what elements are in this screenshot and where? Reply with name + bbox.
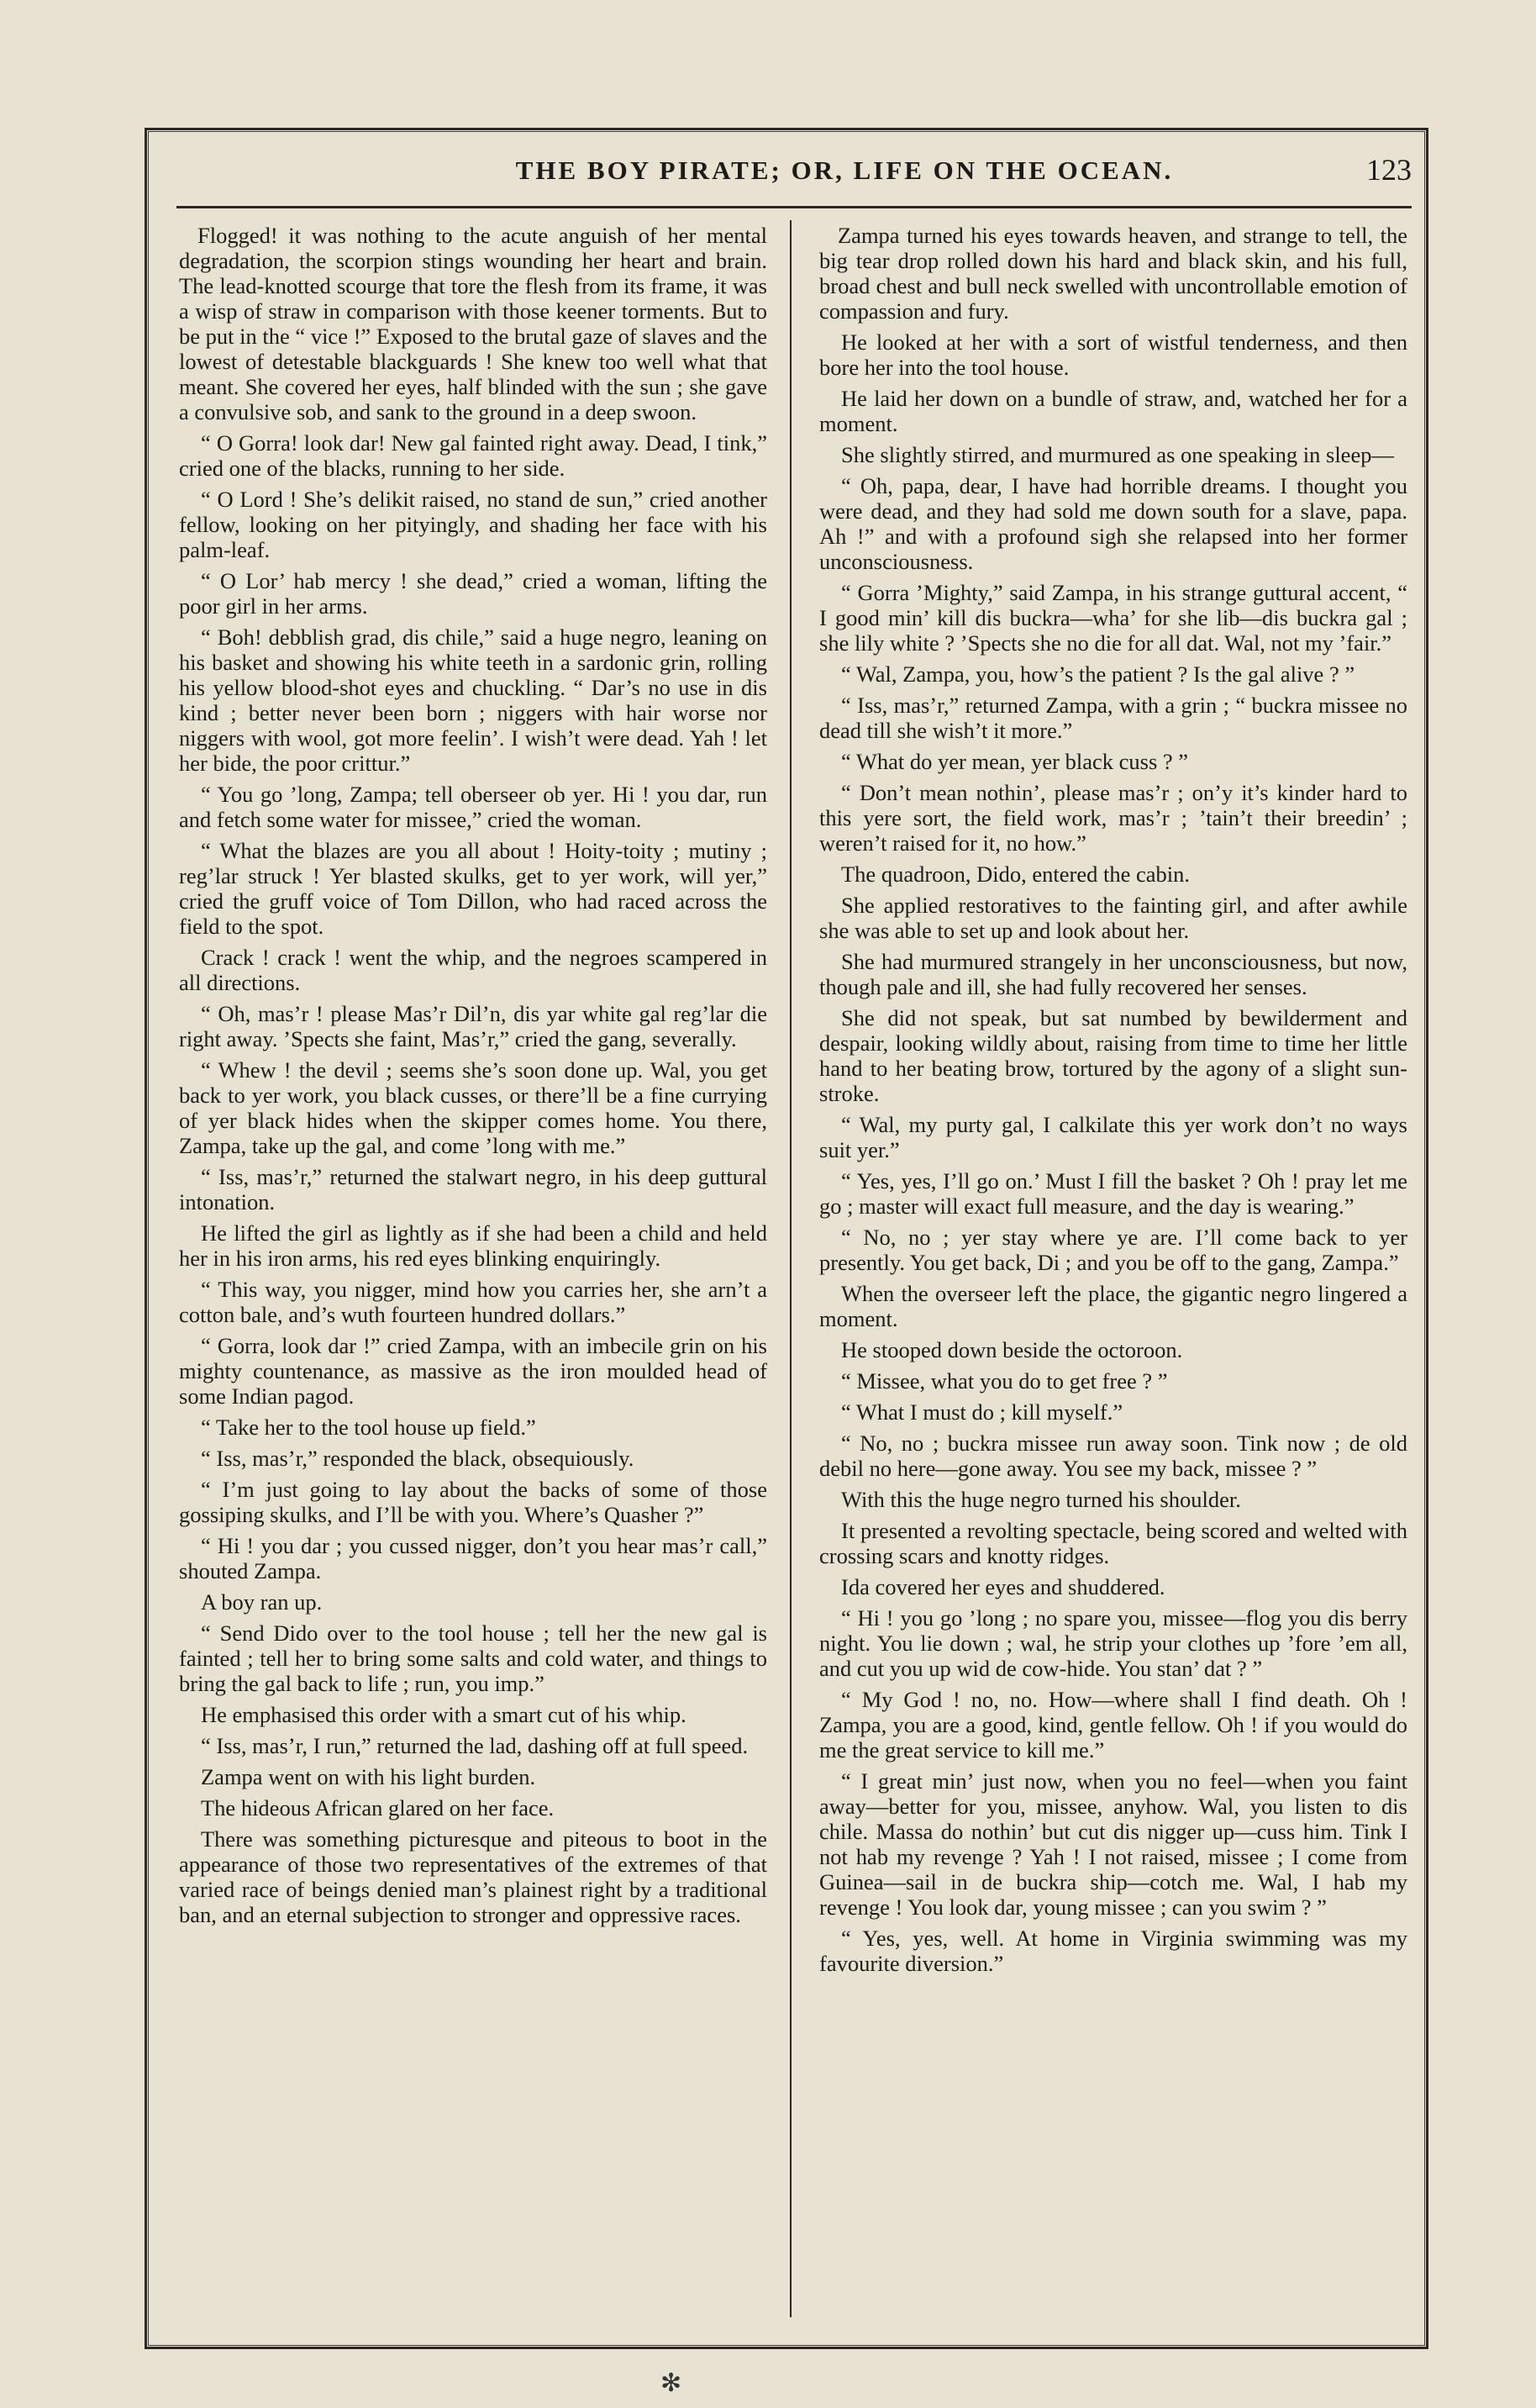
paragraph: “ Iss, mas’r, I run,” returned the lad, dashing off at full speed. [201,1733,749,1758]
paragraph: “ Send Dido over to the tool house ; tell her the new gal is fainted ; tell her to bring some salts and cold water, and things to bring the gal back to life ; run, you imp.” [179,1620,767,1696]
paragraph: “ Gorra, look dar !” cried Zampa, with an imbecile grin on his mighty countenance, as massive as the iron moulded head of some Indian pagod. [179,1333,767,1409]
paragraph: “ Wal, my purty gal, I calkilate this yer work don’t no ways suit yer.” [819,1112,1407,1162]
paragraph: “ Oh, mas’r ! please Mas’r Dil’n, dis yar white gal reg’lar die right away. ’Spects she faint, Mas’r,” cried the gang, severally. [179,1001,767,1051]
paragraph: “ Oh, papa, dear, I have had horrible dreams. I thought you were dead, and they had sold me down south for a slave, papa. Ah !” and with a profound sigh she relapsed into her former unconsciousness. [819,473,1407,574]
paragraph: The hideous African glared on her face. [201,1795,555,1820]
paragraph: “ No, no ; buckra missee run away soon. Tink now ; de old debil no here—gone away. You see my back, missee ? ” [819,1431,1407,1481]
column-divider [790,220,792,2317]
paragraph: “ What do yer mean, yer black cuss ? ” [841,749,1189,774]
page-number: 123 [1366,153,1412,187]
paragraph: Zampa went on with his light burden. [201,1764,536,1789]
paragraph: He emphasised this order with a smart cut of his whip. [201,1702,686,1727]
paragraph: “ O Lor’ hab mercy ! she dead,” cried a woman, lifting the poor girl in her arms. [179,568,767,619]
page-header [168,155,1412,206]
paragraph: Flogged! it was nothing to the acute anguish of her mental degradation, the scorpion stings wounding her heart and brain. The lead-knotted scourge that tore the flesh from its frame, it was a wisp of straw in comparison with those keener torments. But to be put in the “ vice !” Exposed to the brutal gaze of slaves and the lowest of detestable blackguards ! She knew too well what that meant. She covered her eyes, half blinded with the sun ; she gave a convulsive sob, and sank to the ground in a deep swoon. [179,223,767,424]
paragraph: “ Wal, Zampa, you, how’s the patient ? Is the gal alive ? ” [841,661,1355,687]
paragraph: “ You go ’long, Zampa; tell oberseer ob yer. Hi ! you dar, run and fetch some water for missee,” cried the woman. [179,782,767,832]
paragraph: The quadroon, Dido, entered the cabin. [841,862,1191,887]
paragraph: “ Yes, yes, I’ll go on.’ Must I fill the basket ? Oh ! pray let me go ; master will exact full measure, and the day is wearing.” [819,1168,1407,1219]
paragraph: “ Take her to the tool house up field.” [201,1415,536,1440]
paragraph: “ Yes, yes, well. At home in Virginia swimming was my favourite diversion.” [819,1926,1407,1976]
paragraph: Zampa turned his eyes towards heaven, and strange to tell, the big tear drop rolled down his hard and black skin, and his full, broad chest and bull neck swelled with uncontrollable emotion of compassion and fury. [819,223,1407,324]
header-rule [176,206,1412,208]
paragraph: “ Iss, mas’r,” responded the black, obsequiously. [201,1446,634,1471]
paragraph: He lifted the girl as lightly as if she had been a child and held her in his iron arms, his red eyes blinking enquiringly. [179,1220,767,1271]
paragraph: He looked at her with a sort of wistful tenderness, and then bore her into the tool house. [819,329,1407,380]
paragraph: She did not speak, but sat numbed by bewilderment and despair, looking wildly about, raising from time to time her little hand to her beating brow, tortured by the agony of a slight sun-stroke. [819,1005,1407,1106]
right-column [819,223,1407,1982]
paragraph: “ Hi ! you go ’long ; no spare you, missee—flog you dis berry night. You lie down ; wal, he strip your clothes up ’fore ’em all, and cut you up wid de cow-hide. You stan’ dat ? ” [819,1605,1407,1681]
paragraph: Ida covered her eyes and shuddered. [841,1574,1165,1599]
paragraph: “ Missee, what you do to get free ? ” [841,1368,1168,1394]
paragraph: “ Boh! debblish grad, dis chile,” said a huge negro, leaning on his basket and showing his white teeth in a sardonic grin, rolling his yellow blood-shot eyes and chuckling. “ Dar’s no use in dis kind ; better never been born ; niggers with hair worse nor niggers with wool, got more feelin’. I wish’t were dead. Yah ! let her bide, the poor crittur.” [179,624,767,776]
paragraph: “ What the blazes are you all about ! Hoity-toity ; mutiny ; reg’lar struck ! Yer blasted skulks, get to yer work, will yer,” cried the gruff voice of Tom Dillon, who had raced across the field to the spot. [179,838,767,939]
paragraph: “ O Lord ! She’s delikit raised, no stand de sun,” cried another fellow, looking on her pityingly, and shading her face with his palm-leaf. [179,487,767,562]
paragraph: “ Gorra ’Mighty,” said Zampa, in his strange guttural accent, “ I good min’ kill dis buckra—wha’ for she lib—dis buckra gal ; she lily white ? ’Spects she no die for all dat. Wal, not my ’fair.” [819,580,1407,656]
paragraph: “ No, no ; yer stay where ye are. I’ll come back to yer presently. You get back, Di ; and you be off to the gang, Zampa.” [819,1225,1407,1275]
paragraph: “ Hi ! you dar ; you cussed nigger, don’t you hear mas’r call,” shouted Zampa. [179,1533,767,1583]
paragraph: It presented a revolting spectacle, being scored and welted with crossing scars and knotty ridges. [819,1518,1407,1568]
paragraph: “ This way, you nigger, mind how you carries her, she arn’t a cotton bale, and’s wuth fourteen hundred dollars.” [179,1277,767,1327]
paragraph: “ Whew ! the devil ; seems she’s soon done up. Wal, you get back to yer work, you black cusses, or there’ll be a fine currying of yer black hides when the skipper comes home. You there, Zampa, take up the gal, and come ’long with me.” [179,1057,767,1158]
paragraph: “ My God ! no, no. How—where shall I find death. Oh ! Zampa, you are a good, kind, gentle fellow. Oh ! if you would do me the great service to kill me.” [819,1687,1407,1763]
paragraph: “ What I must do ; kill myself.” [841,1399,1123,1425]
paragraph: With this the huge negro turned his shoulder. [841,1487,1241,1512]
paragraph: “ I great min’ just now, when you no feel—when you faint away—better for you, missee, anyhow. Wal, you listen to dis chile. Massa do nothin’ but cut dis nigger up—cuss him. Tink I not hab my revenge ? Yah ! I not raised, missee ; I come from Guinea—sail in de buckra ship—cotch me. Wal, I hab my revenge ! You look dar, young missee ; can you swim ? ” [819,1768,1407,1920]
paragraph: She applied restoratives to the fainting girl, and after awhile she was able to set up and look about her. [819,893,1407,943]
left-column [179,223,767,1933]
paragraph: She had murmured strangely in her unconsciousness, but now, though pale and ill, she had fully recovered her senses. [819,949,1407,999]
paragraph: Crack ! crack ! went the whip, and the negroes scampered in all directions. [179,945,767,995]
paragraph: “ Don’t mean nothin’, please mas’r ; on’y it’s kinder hard to this yere sort, the field work, mas’r ; ’tain’t their breedin’ ; weren’t raised for it, no how.” [819,780,1407,856]
paragraph: “ O Gorra! look dar! New gal fainted right away. Dead, I tink,” cried one of the blacks, running to her side. [179,430,767,481]
paragraph: She slightly stirred, and murmured as one speaking in sleep— [841,442,1394,467]
paragraph: “ Iss, mas’r,” returned the stalwart negro, in his deep guttural intonation. [179,1164,767,1215]
running-title: THE BOY PIRATE; OR, LIFE ON THE OCEAN. [515,155,1174,185]
paragraph: “ I’m just going to lay about the backs of some of those gossiping skulks, and I’ll be with you. Where’s Quasher ?” [179,1477,767,1527]
paragraph: He laid her down on a bundle of straw, and, watched her for a moment. [819,386,1407,436]
paragraph: He stooped down beside the octoroon. [841,1337,1183,1362]
paragraph: When the overseer left the place, the gigantic negro lingered a moment. [819,1281,1407,1331]
paragraph: A boy ran up. [201,1589,323,1615]
ornament-mark: ✻ [660,2369,682,2397]
paragraph: There was something picturesque and piteous to boot in the appearance of those two representatives of the extremes of that varied race of beings denied man’s plainest right by a traditional ban, and an eternal subjection to stronger and oppressive races. [179,1826,767,1927]
paragraph: “ Iss, mas’r,” returned Zampa, with a grin ; “ buckra missee no dead till she wish’t it more.” [819,693,1407,743]
